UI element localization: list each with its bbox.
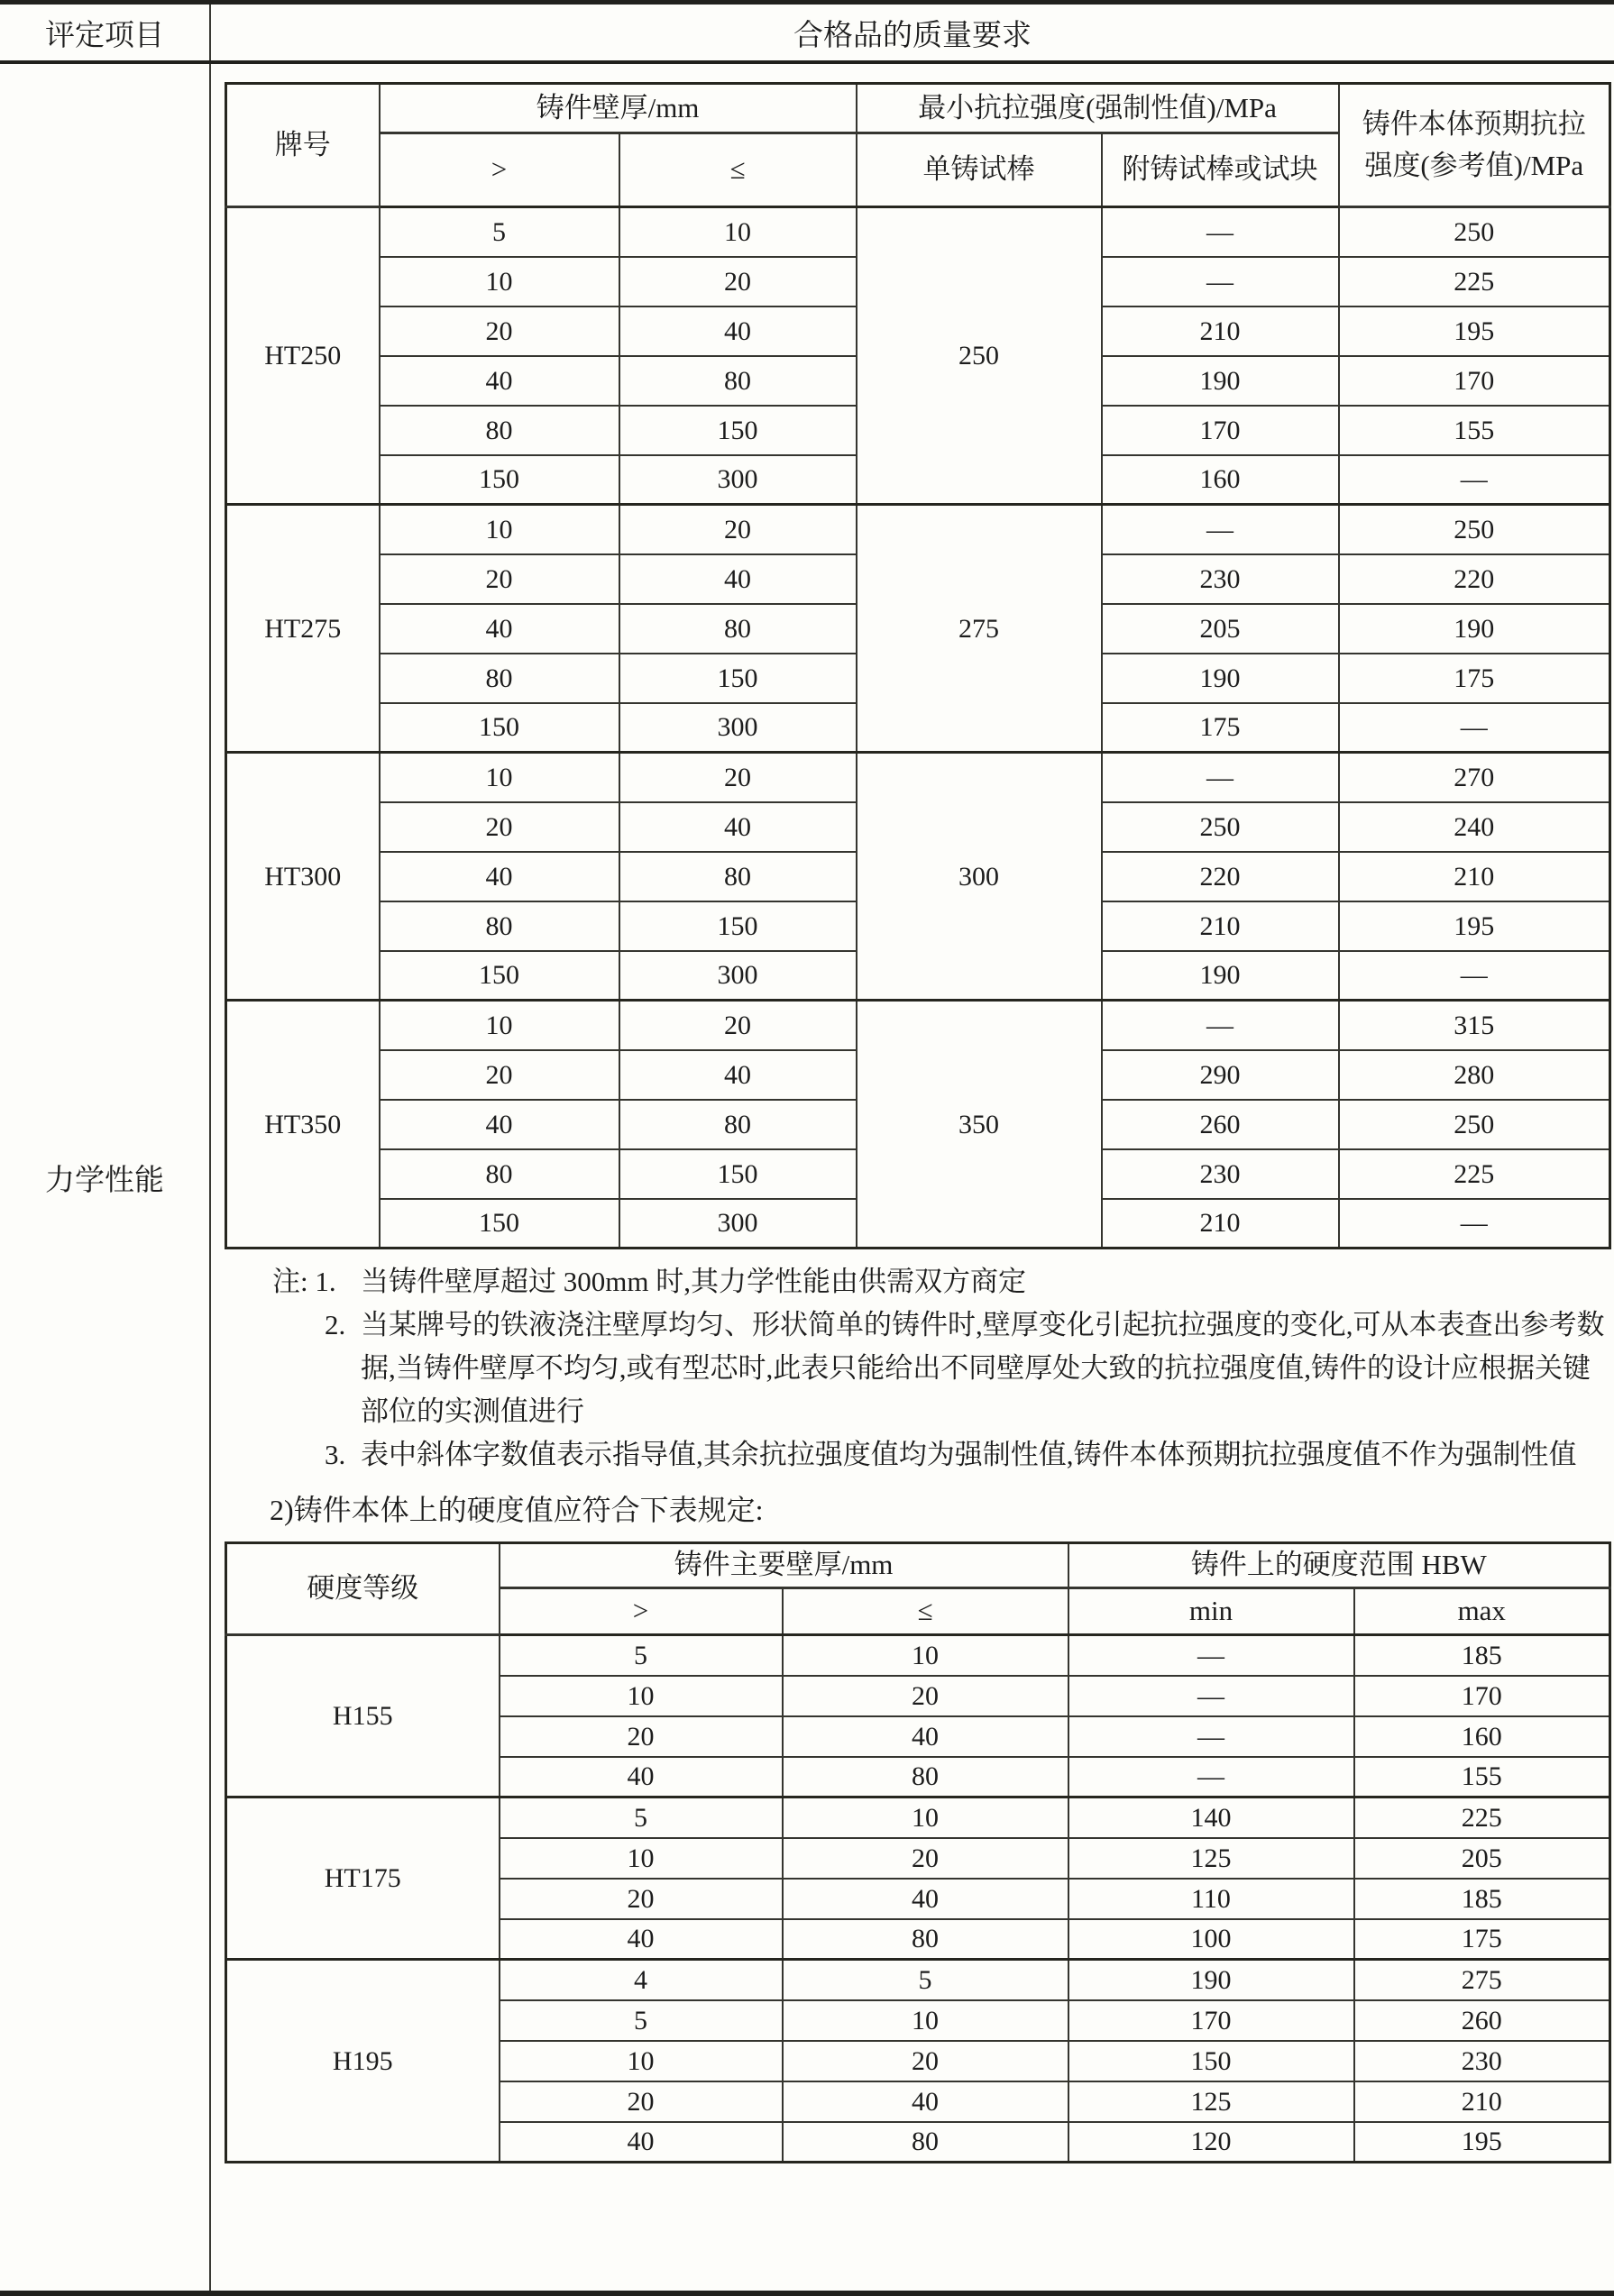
wall-le-cell: 80 <box>783 2122 1068 2163</box>
mechanical-properties-label: 力学性能 <box>45 1164 164 1197</box>
wall-le-cell: 80 <box>783 1919 1068 1960</box>
value-cell: — <box>1339 455 1610 505</box>
quality-requirement-label: 合格品的质量要求 <box>793 19 1032 52</box>
single-cast-bar-header: 单铸试棒 <box>857 133 1102 207</box>
value-cell: — <box>1102 505 1339 554</box>
table-row <box>226 1001 1610 1050</box>
mechanical-properties-cell <box>0 64 211 2291</box>
value-cell: 120 <box>1068 2122 1354 2163</box>
min-header: min <box>1068 1588 1354 1635</box>
wall-gt-cell: 20 <box>500 2081 783 2122</box>
grade-cell: H195 <box>226 1960 500 2163</box>
value-cell: 190 <box>1102 951 1339 1001</box>
wall-gt-cell: 5 <box>500 1797 783 1838</box>
assessment-item-label: 评定项目 <box>45 19 164 52</box>
value-cell: 195 <box>1339 901 1610 951</box>
wall-le-cell: 5 <box>783 1960 1068 2000</box>
outer-body-row <box>0 64 1614 2291</box>
wall-le-cell: 300 <box>619 1199 857 1249</box>
note-number: 3. <box>325 1439 346 1470</box>
wall-gt-cell: 40 <box>500 2122 783 2163</box>
note-text: 当某牌号的铁液浇注壁厚均匀、形状简单的铸件时,壁厚变化引起抗拉强度的变化,可从本表查出参考数据,当铸件壁厚不均匀,或有型芯时,此表只能给出不同壁厚处大致的抗拉强度值,铸件的设计应根据关键部位的实测值进行 <box>361 1309 1605 1427</box>
value-cell: 275 <box>1354 1960 1610 2000</box>
quality-requirement-header-cell <box>211 5 1614 60</box>
value-cell: — <box>1068 1676 1354 1716</box>
value-cell: — <box>1068 1716 1354 1757</box>
value-cell: — <box>1339 1199 1610 1249</box>
value-cell: — <box>1068 1635 1354 1676</box>
value-cell: — <box>1102 257 1339 306</box>
hardness-subheading: 2)铸件本体上的硬度值应符合下表规定: <box>270 1494 764 1526</box>
value-cell: 230 <box>1102 554 1339 604</box>
wall-le-cell: 80 <box>783 1757 1068 1797</box>
note-number <box>272 1260 361 1304</box>
value-cell: 190 <box>1068 1960 1354 2000</box>
less-equal-header: ≤ <box>619 133 857 207</box>
wall-le-cell: 20 <box>783 1676 1068 1716</box>
wall-gt-cell: 150 <box>380 951 619 1001</box>
value-cell: 225 <box>1339 257 1610 306</box>
table-row <box>226 505 1610 554</box>
wall-gt-cell: 10 <box>380 505 619 554</box>
main-wall-thickness-header: 铸件主要壁厚/mm <box>500 1543 1068 1588</box>
value-cell: 100 <box>1068 1919 1354 1960</box>
wall-gt-cell: 10 <box>500 1838 783 1879</box>
value-cell: 170 <box>1339 356 1610 406</box>
wall-gt-cell: 5 <box>500 2000 783 2041</box>
value-cell: 155 <box>1339 406 1610 455</box>
wall-le-cell: 40 <box>619 306 857 356</box>
value-cell: 225 <box>1354 1797 1610 1838</box>
wall-le-cell: 20 <box>783 1838 1068 1879</box>
wall-gt-cell: 20 <box>500 1716 783 1757</box>
wall-le-cell: 300 <box>619 455 857 505</box>
value-cell: 220 <box>1102 852 1339 901</box>
value-cell: — <box>1339 703 1610 753</box>
tensile-table-body <box>226 207 1610 1249</box>
value-cell: 250 <box>1339 207 1610 257</box>
wall-le-cell: 20 <box>619 505 857 554</box>
single-cast-value-cell: 275 <box>857 505 1102 753</box>
wall-le-cell: 150 <box>619 406 857 455</box>
value-cell: 210 <box>1102 901 1339 951</box>
value-cell: 195 <box>1354 2122 1610 2163</box>
wall-le-cell: 40 <box>783 1716 1068 1757</box>
value-cell: 280 <box>1339 1050 1610 1100</box>
value-cell: 190 <box>1102 654 1339 703</box>
notes-block <box>272 1260 1610 1477</box>
wall-le-cell: 40 <box>783 2081 1068 2122</box>
header-row-1 <box>226 1543 1610 1588</box>
grade-cell: HT275 <box>226 505 380 753</box>
value-cell: 210 <box>1102 1199 1339 1249</box>
value-cell: 150 <box>1068 2041 1354 2081</box>
greater-than-header: > <box>500 1588 783 1635</box>
wall-le-cell: 40 <box>619 802 857 852</box>
value-cell: 210 <box>1339 852 1610 901</box>
wall-le-cell: 150 <box>619 654 857 703</box>
wall-gt-cell: 20 <box>380 306 619 356</box>
value-cell: 185 <box>1354 1879 1610 1919</box>
value-cell: 160 <box>1102 455 1339 505</box>
wall-gt-cell: 20 <box>380 554 619 604</box>
wall-le-cell: 20 <box>619 257 857 306</box>
wall-le-cell: 20 <box>783 2041 1068 2081</box>
value-cell: 190 <box>1102 356 1339 406</box>
wall-le-cell: 20 <box>619 1001 857 1050</box>
note-number: 2. <box>325 1309 346 1340</box>
wall-gt-cell: 10 <box>500 1676 783 1716</box>
hardness-table <box>225 1541 1611 2163</box>
table-row <box>226 753 1610 802</box>
wall-gt-cell: 10 <box>380 1001 619 1050</box>
wall-gt-cell: 40 <box>500 1919 783 1960</box>
outer-header-row <box>0 5 1614 64</box>
wall-gt-cell: 10 <box>380 257 619 306</box>
wall-gt-cell: 40 <box>380 356 619 406</box>
wall-gt-cell: 20 <box>500 1879 783 1919</box>
value-cell: 160 <box>1354 1716 1610 1757</box>
value-cell: 240 <box>1339 802 1610 852</box>
wall-le-cell: 150 <box>619 901 857 951</box>
wall-thickness-header: 铸件壁厚/mm <box>380 84 857 133</box>
wall-gt-cell: 4 <box>500 1960 783 2000</box>
note-item <box>272 1433 1610 1477</box>
wall-gt-cell: 10 <box>500 2041 783 2081</box>
grade-cell: HT250 <box>226 207 380 505</box>
wall-gt-cell: 80 <box>380 1149 619 1199</box>
wall-gt-cell: 20 <box>380 802 619 852</box>
value-cell: 125 <box>1068 2081 1354 2122</box>
value-cell: — <box>1068 1757 1354 1797</box>
single-cast-value-cell: 250 <box>857 207 1102 505</box>
wall-le-cell: 40 <box>619 1050 857 1100</box>
attached-cast-bar-header: 附铸试棒或试块 <box>1102 133 1339 207</box>
table-row <box>226 1635 1610 1676</box>
wall-gt-cell: 150 <box>380 455 619 505</box>
wall-gt-cell: 40 <box>380 1100 619 1149</box>
wall-le-cell: 80 <box>619 356 857 406</box>
value-cell: — <box>1339 951 1610 1001</box>
hardness-table-wrap <box>225 1541 1610 2163</box>
expected-body-strength-header: 铸件本体预期抗拉强度(参考值)/MPa <box>1339 84 1610 207</box>
value-cell: — <box>1102 1001 1339 1050</box>
assessment-item-header-cell <box>0 5 211 60</box>
wall-le-cell: 10 <box>783 1797 1068 1838</box>
value-cell: 250 <box>1339 1100 1610 1149</box>
grade-cell: HT350 <box>226 1001 380 1249</box>
wall-gt-cell: 10 <box>380 753 619 802</box>
note-item <box>272 1304 1610 1433</box>
hardness-range-header: 铸件上的硬度范围 HBW <box>1068 1543 1610 1588</box>
single-cast-value-cell: 350 <box>857 1001 1102 1249</box>
header-row-1 <box>226 84 1610 133</box>
value-cell: 315 <box>1339 1001 1610 1050</box>
value-cell: 230 <box>1354 2041 1610 2081</box>
wall-le-cell: 20 <box>619 753 857 802</box>
value-cell: 170 <box>1068 2000 1354 2041</box>
wall-gt-cell: 80 <box>380 901 619 951</box>
greater-than-header: > <box>380 133 619 207</box>
tensile-strength-table <box>225 82 1611 1249</box>
value-cell: 270 <box>1339 753 1610 802</box>
value-cell: 175 <box>1102 703 1339 753</box>
value-cell: 175 <box>1339 654 1610 703</box>
wall-le-cell: 10 <box>783 1635 1068 1676</box>
table-row <box>226 1960 1610 2000</box>
value-cell: 110 <box>1068 1879 1354 1919</box>
note-item <box>272 1260 1610 1304</box>
note-prefix: 注: <box>272 1266 308 1297</box>
grade-cell: H155 <box>226 1635 500 1797</box>
table-row <box>226 207 1610 257</box>
value-cell: 170 <box>1102 406 1339 455</box>
wall-le-cell: 10 <box>619 207 857 257</box>
note-index: 1. <box>315 1266 336 1297</box>
grade-column-header: 牌号 <box>226 84 380 207</box>
value-cell: 210 <box>1102 306 1339 356</box>
value-cell: 225 <box>1339 1149 1610 1199</box>
wall-gt-cell: 150 <box>380 703 619 753</box>
single-cast-value-cell: 300 <box>857 753 1102 1001</box>
wall-le-cell: 150 <box>619 1149 857 1199</box>
value-cell: 220 <box>1339 554 1610 604</box>
value-cell: 155 <box>1354 1757 1610 1797</box>
value-cell: 290 <box>1102 1050 1339 1100</box>
value-cell: — <box>1102 207 1339 257</box>
wall-gt-cell: 150 <box>380 1199 619 1249</box>
wall-gt-cell: 40 <box>380 852 619 901</box>
value-cell: 195 <box>1339 306 1610 356</box>
wall-le-cell: 300 <box>619 951 857 1001</box>
wall-le-cell: 80 <box>619 1100 857 1149</box>
wall-gt-cell: 40 <box>500 1757 783 1797</box>
table-row <box>226 1797 1610 1838</box>
max-header: max <box>1354 1588 1610 1635</box>
grade-cell: HT175 <box>226 1797 500 1960</box>
value-cell: 205 <box>1102 604 1339 654</box>
value-cell: 210 <box>1354 2081 1610 2122</box>
value-cell: 140 <box>1068 1797 1354 1838</box>
value-cell: 125 <box>1068 1838 1354 1879</box>
value-cell: 190 <box>1339 604 1610 654</box>
wall-gt-cell: 80 <box>380 654 619 703</box>
min-tensile-strength-header: 最小抗拉强度(强制性值)/MPa <box>857 84 1339 133</box>
value-cell: 250 <box>1102 802 1339 852</box>
value-cell: 230 <box>1102 1149 1339 1199</box>
hardness-grade-header: 硬度等级 <box>226 1543 500 1635</box>
hardness-table-body <box>226 1635 1610 2163</box>
wall-le-cell: 10 <box>783 2000 1068 2041</box>
wall-le-cell: 80 <box>619 604 857 654</box>
wall-gt-cell: 5 <box>500 1635 783 1676</box>
grade-cell: HT300 <box>226 753 380 1001</box>
value-cell: 260 <box>1102 1100 1339 1149</box>
value-cell: 185 <box>1354 1635 1610 1676</box>
note-text: 当铸件壁厚超过 300mm 时,其力学性能由供需双方商定 <box>361 1266 1026 1297</box>
value-cell: 260 <box>1354 2000 1610 2041</box>
wall-gt-cell: 20 <box>380 1050 619 1100</box>
wall-gt-cell: 40 <box>380 604 619 654</box>
wall-gt-cell: 5 <box>380 207 619 257</box>
content-area <box>211 64 1614 2291</box>
tensile-table-header <box>226 84 1610 207</box>
note-text: 表中斜体字数值表示指导值,其余抗拉强度值均为强制性值,铸件本体预期抗拉强度值不作为强制性值 <box>361 1439 1577 1470</box>
less-equal-header: ≤ <box>783 1588 1068 1635</box>
value-cell: 250 <box>1339 505 1610 554</box>
value-cell: 175 <box>1354 1919 1610 1960</box>
hardness-table-header <box>226 1543 1610 1635</box>
wall-le-cell: 40 <box>783 1879 1068 1919</box>
wall-gt-cell: 80 <box>380 406 619 455</box>
value-cell: 205 <box>1354 1838 1610 1879</box>
wall-le-cell: 40 <box>619 554 857 604</box>
value-cell: 170 <box>1354 1676 1610 1716</box>
wall-le-cell: 300 <box>619 703 857 753</box>
value-cell: — <box>1102 753 1339 802</box>
wall-le-cell: 80 <box>619 852 857 901</box>
